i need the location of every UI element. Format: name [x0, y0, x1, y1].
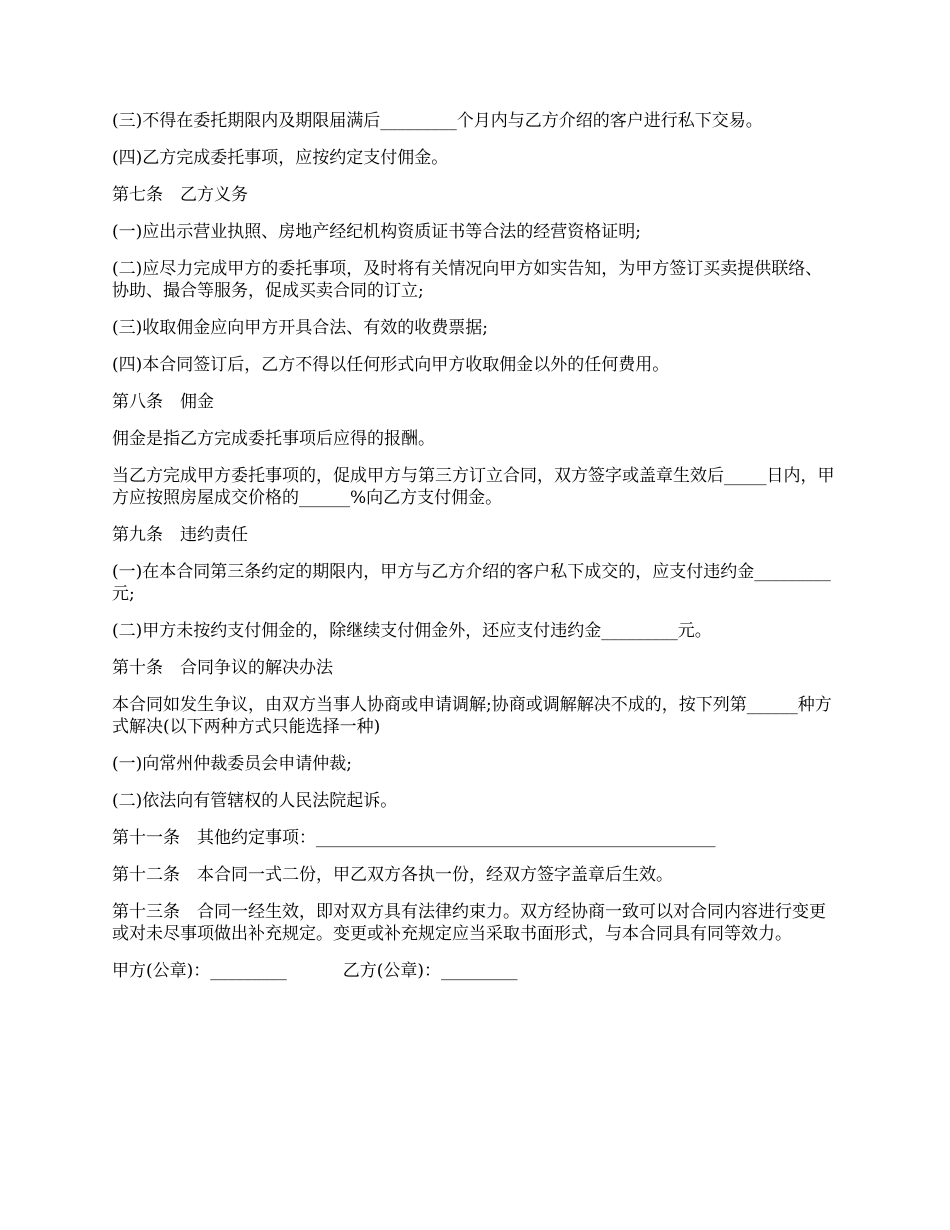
- article-10-option-1: (一)向常州仲裁委员会申请仲裁;: [112, 754, 352, 774]
- party-b-signature: 乙方(公章)：_________: [342, 961, 518, 981]
- article-7-item-1: (一)应出示营业执照、房地产经纪机构资质证书等合法的经营资格证明;: [112, 222, 641, 242]
- article-8-heading: 第八条 佣金: [112, 392, 214, 412]
- article-9-item-1: (一)在本合同第三条约定的期限内，甲方与乙方介绍的客户私下成交的，应支付违约金_________元;: [112, 562, 831, 604]
- article-8-definition: 佣金是指乙方完成委托事项后应得的报酬。: [112, 429, 435, 449]
- contract-page: [112, 110, 838, 982]
- article-7-item-3: (三)收取佣金应向甲方开具合法、有效的收费票据;: [112, 318, 488, 338]
- article-9-heading: 第九条 违约责任: [112, 525, 248, 545]
- article-10-option-2: (二)依法向有管辖权的人民法院起诉。: [112, 791, 398, 811]
- article-11-other-terms: 第十一条 其他约定事项：_______________________________________________: [112, 828, 716, 848]
- article-7-heading: 第七条 乙方义务: [112, 185, 248, 205]
- article-8-payment-terms: 当乙方完成甲方委托事项的，促成甲方与第三方订立合同，双方签字或盖章生效后_____日内，甲方应按照房屋成交价格的______%向乙方支付佣金。: [112, 466, 835, 508]
- article-13-effectiveness: 第十三条 合同一经生效，即对双方具有法律约束力。双方经协商一致可以对合同内容进行变更或对未尽事项做出补充规定。变更或补充规定应当采取书面形式，与本合同具有同等效力。: [112, 902, 826, 944]
- clause-4-pay-commission: (四)乙方完成委托事项，应按约定支付佣金。: [112, 148, 449, 168]
- article-9-item-2: (二)甲方未按约支付佣金的，除继续支付佣金外，还应支付违约金_________元。: [112, 621, 712, 641]
- signature-row: [112, 960, 838, 982]
- clause-3-private-trade: (三)不得在委托期限内及期限届满后_________个月内与乙方介绍的客户进行私下交易。: [112, 111, 763, 131]
- article-7-item-2: (二)应尽力完成甲方的委托事项，及时将有关情况向甲方如实告知，为甲方签订买卖提供联络、协助、撮合等服务，促成买卖合同的订立;: [112, 259, 823, 301]
- article-12-copies: 第十二条 本合同一式二份，甲乙双方各执一份，经双方签字盖章后生效。: [112, 865, 673, 885]
- article-7-item-4: (四)本合同签订后，乙方不得以任何形式向甲方收取佣金以外的任何费用。: [112, 355, 670, 375]
- article-10-body: 本合同如发生争议，由双方当事人协商或申请调解;协商或调解解决不成的，按下列第______种方式解决(以下两种方式只能选择一种): [112, 695, 832, 737]
- party-a-signature: 甲方(公章)：_________: [112, 961, 287, 981]
- article-10-heading: 第十条 合同争议的解决办法: [112, 658, 333, 678]
